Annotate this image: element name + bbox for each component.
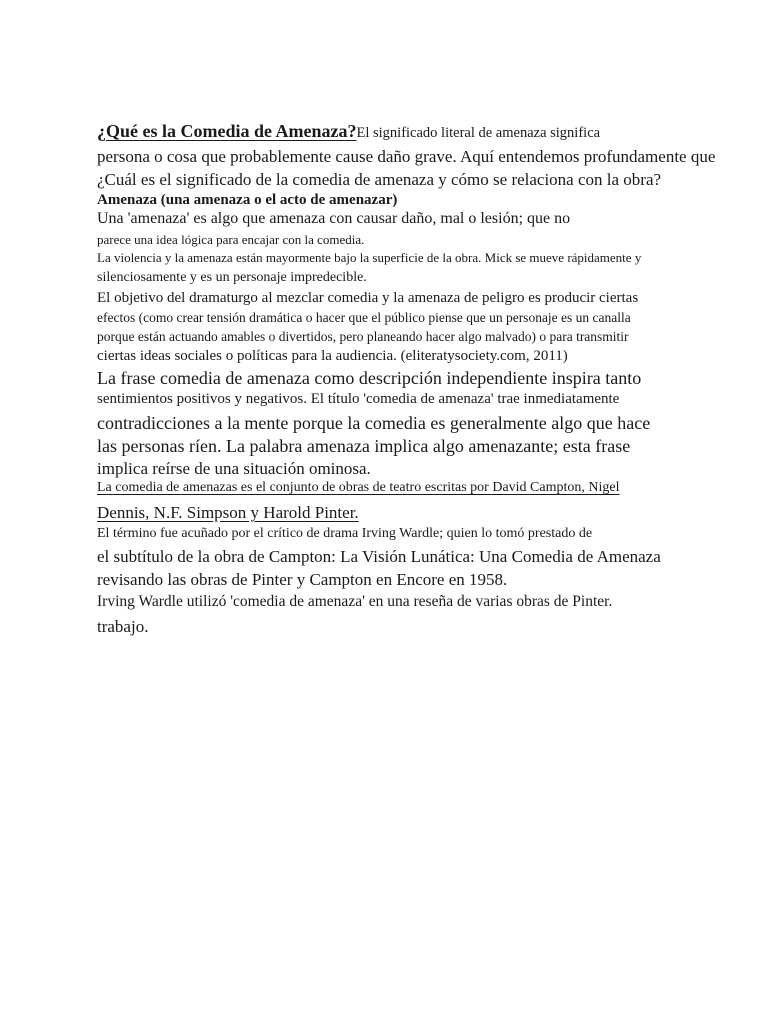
text-line: silenciosamente y es un personaje impredecible. [97,270,367,285]
text-line: El objetivo del dramaturgo al mezclar comedia y la amenaza de peligro es producir ciertas [97,290,639,306]
text-line: las personas ríen. La palabra amenaza implica algo amenazante; esta frase [97,436,631,456]
text-line: sentimientos positivos y negativos. El título 'comedia de amenaza' trae inmediatamente [97,391,620,407]
text-line: implica reírse de una situación ominosa. [97,459,371,478]
text-line: persona o cosa que probablemente cause daño grave. Aquí entendemos profundamente que [97,147,716,166]
text-line: ¿Cuál es el significado de la comedia de amenaza y cómo se relaciona con la obra? [97,170,662,189]
text-line: La violencia y la amenaza están mayormente bajo la superficie de la obra. Mick se mueve rápidamente y [97,250,642,265]
text-line: ciertas ideas sociales o políticas para la audiencia. (eliteratysociety.com, 2011) [97,348,568,364]
text-line: Irving Wardle utilizó 'comedia de amenaza' en una reseña de varias obras de Pinter. [97,593,613,610]
text-line: revisando las obras de Pinter y Campton en Encore en 1958. [97,570,508,589]
text-line: parece una idea lógica para encajar con la comedia. [97,232,365,247]
text-line: contradicciones a la mente porque la comedia es generalmente algo que hace [97,413,651,433]
heading-line [97,121,600,142]
section-heading: Amenaza (una amenaza o el acto de amenazar) [97,192,398,208]
text-line: Una 'amenaza' es algo que amenaza con causar daño, mal o lesión; que no [97,210,571,227]
text-line: La frase comedia de amenaza como descripción independiente inspira tanto [97,368,642,388]
heading-continuation: El significado literal de amenaza significa [356,125,601,141]
page-title: ¿Qué es la Comedia de Amenaza? [97,121,357,141]
text-line: El término fue acuñado por el crítico de drama Irving Wardle; quien lo tomó prestado de [97,526,593,541]
text-line: efectos (como crear tensión dramática o hacer que el público piense que un personaje es un canalla [97,310,631,325]
text-line: porque están actuando amables o divertidos, pero planeando hacer algo malvado) o para transmitir [97,329,629,344]
text-line: el subtítulo de la obra de Campton: La Visión Lunática: Una Comedia de Amenaza [97,547,661,566]
text-line: trabajo. [97,617,149,636]
text-line: La comedia de amenazas es el conjunto de obras de teatro escritas por David Campton, Nigel [97,480,620,495]
text-line: Dennis, N.F. Simpson y Harold Pinter. [97,503,359,522]
